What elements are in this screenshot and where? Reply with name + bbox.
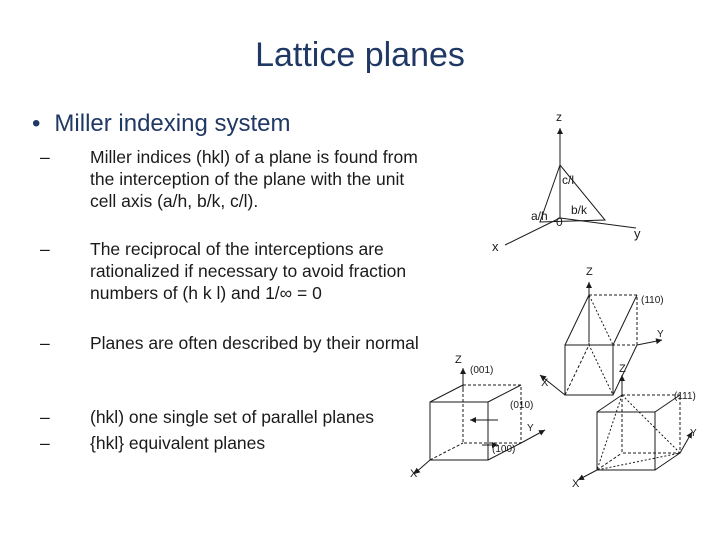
bullet-dot: • [32, 110, 41, 137]
point-parallel-planes: – (hkl) one single set of parallel planes [40, 407, 375, 427]
label-001: (001) [470, 365, 494, 376]
cube-low-front [430, 402, 488, 460]
slide-title: Lattice planes [255, 36, 465, 74]
cube-111-label: (111) [674, 391, 696, 402]
cube-111-plane [597, 395, 680, 470]
cube-110-y-label: Y [657, 329, 664, 340]
cube-low-index [414, 368, 545, 474]
y-axis [560, 218, 636, 228]
cube-110-front [565, 345, 613, 395]
cube-low-x-label: X [410, 468, 418, 480]
main-bullet-text: Miller indexing system [54, 110, 291, 137]
label-010: (010) [510, 400, 534, 411]
cube-low-z-label: Z [455, 354, 462, 366]
point-reciprocal: – The reciprocal of the interceptions are rationalized if necessary to avoid fraction numbers of (h k l) and 1/∞ = 0 [40, 239, 407, 303]
cube-111-front [597, 412, 655, 470]
cube-110-back [589, 295, 637, 345]
cube-low-y-label: Y [527, 423, 534, 434]
b-intercept-label: b/k [571, 203, 588, 217]
origin-label: 0 [556, 215, 563, 229]
cube-111-x-label: X [572, 478, 580, 490]
point-equivalent-planes: – {hkl} equivalent planes [40, 433, 266, 453]
x-label: x [492, 239, 499, 254]
point-normal: – Planes are often described by their normal [40, 333, 419, 353]
cube-110-z-label: Z [586, 266, 593, 278]
y-label: y [634, 226, 641, 241]
cube-111-z-label: Z [619, 363, 626, 375]
c-intercept-label: c/l [562, 173, 574, 187]
cube-111-y-label: Y [690, 428, 697, 439]
cube-low-back [463, 385, 521, 443]
cube-110-x-label: X [541, 377, 549, 389]
cube-110-label: (110) [641, 295, 664, 306]
a-intercept-label: a/h [531, 209, 548, 223]
label-100: (100) [492, 444, 516, 455]
z-label: z [556, 110, 562, 124]
point-intercepts: – Miller indices (hkl) of a plane is found from the interception of the plane with the unit cell axis (a/h, b/k, c/l). [40, 147, 418, 211]
